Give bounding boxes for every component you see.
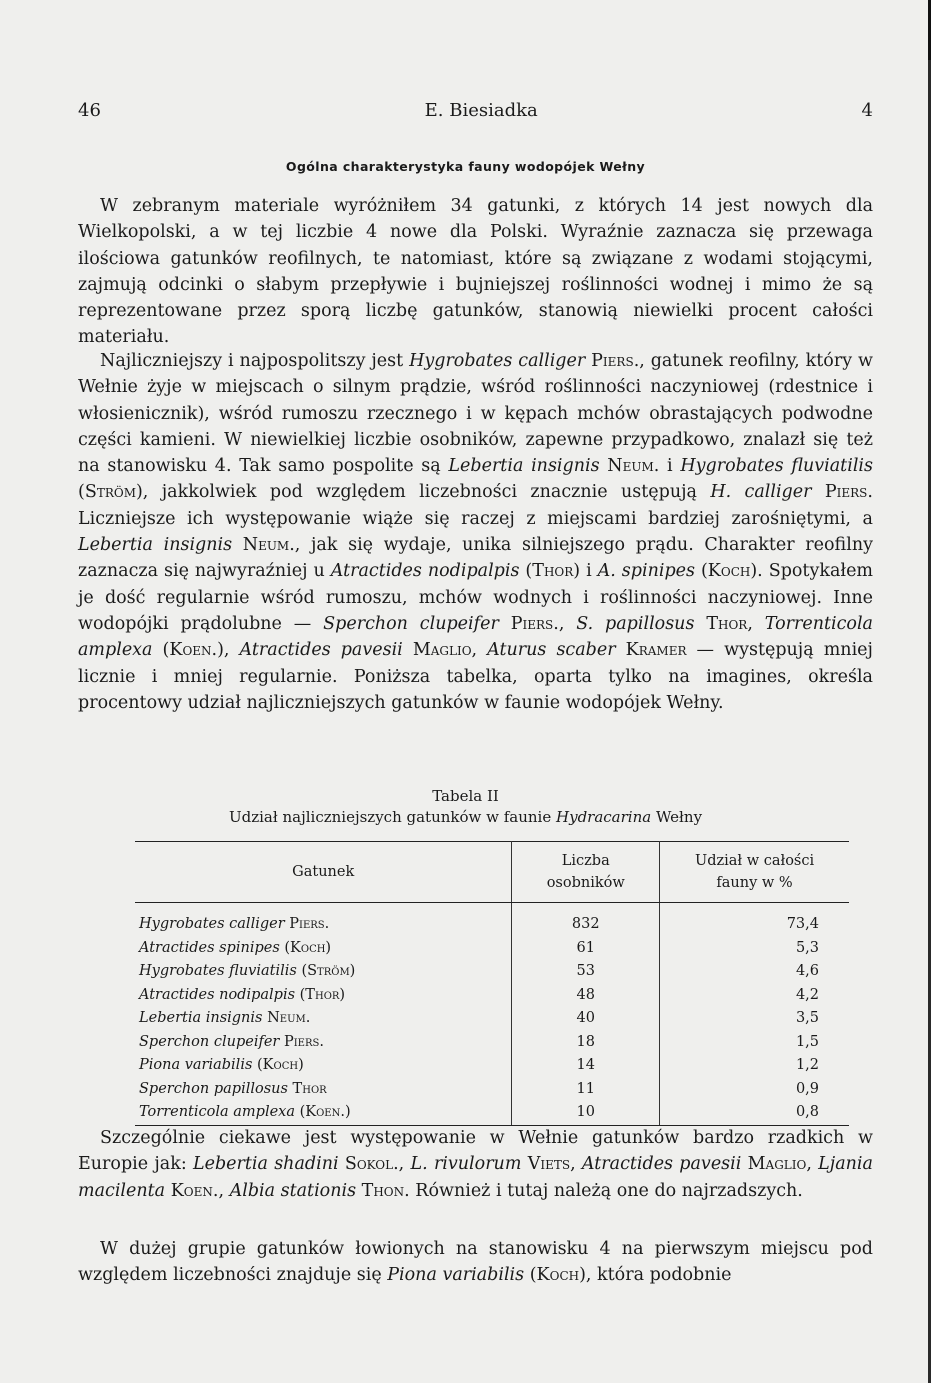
cell-share: 0,8 [660, 1101, 849, 1125]
paragraph-1 [78, 193, 873, 351]
header-count: Liczba osobników [512, 842, 660, 903]
table-row [135, 1054, 849, 1078]
authority: Maglio [747, 1154, 807, 1175]
paragraph-2 [78, 348, 873, 716]
authority: Thor [706, 613, 748, 634]
taxon: Atractides pavesii [581, 1154, 742, 1175]
table-title: Udział najliczniejszych gatunków w faunie Hydracarina Wełny [228, 808, 703, 826]
authority: Piers [510, 613, 554, 634]
paragraph-2-text: Najliczniejszy i najpospolitszy jest Hygrobates calliger Piers., gatunek reofilny, który w Wełnie żyje w miejscach o silnym prądzie, wśród roślinności naczyniowej (rdestnice i włosienicznik), wśród rumoszu rzecznego i w kępach mchów obrastających podwodne części kamieni. W niewielkiej liczbie osobników, zapewne przypadkowo, znalazł się też na stanowisku 4. Tak samo pospolite są Lebertia insignis Neum. i Hygrobates fluviatilis (Ström), jakkolwiek pod względem liczebności znacznie ustępują H. calliger Piers. Liczniejsze ich występowanie wiąże się raczej z miejscami bardziej zarośniętymi, a Lebertia insignis Neum., jak się wydaje, unika silniejszego prądu. Charakter reofilny zaznacza się najwyraźniej u Atractides nodipalpis (Thor) i A. spinipes (Koch). Spotykałem je dość regularnie wśród rumoszu, mchów wodnych i roślinności naczyniowej. Inne wodopójki prądolubne — Sperchon clupeifer Piers., S. papillosus Thor, Torrenticola amplexa (Koen.), Atractides pavesii Maglio, Aturus scaber Kramer — występują mniej licznie i mniej regularnie. Poniższa tabelka, oparta tylko na imagines, określa procentowy udział najliczniejszych gatunków w faunie wodopójek Wełny. [78, 351, 874, 713]
taxon: Lebertia insignis [78, 535, 233, 556]
table-spacer-row [135, 903, 849, 914]
authority: Koen [169, 640, 212, 661]
cell-count: 48 [512, 984, 660, 1008]
cell-species: Atractides nodipalpis (Thor) [135, 984, 512, 1008]
header-share: Udział w całości fauny w % [660, 842, 849, 903]
cell-share: 4,2 [795, 986, 819, 1003]
cell-species: Torrenticola amplexa (Koen.) [135, 1101, 512, 1125]
table-caption [0, 786, 931, 828]
cell-species: Sperchon clupeifer Piers. [135, 1031, 512, 1055]
table-row [135, 937, 849, 961]
taxon: Atractides nodipalpis [330, 561, 520, 582]
running-author: E. Biesiadka [424, 100, 538, 121]
table-row [135, 960, 849, 984]
authority: Thor [532, 561, 574, 582]
cell-share: 4,6 [795, 963, 819, 979]
table-label: Tabela II [432, 787, 499, 805]
taxon: Hygrobates calliger [409, 351, 586, 371]
authority: Kramer [625, 640, 687, 661]
table-row [135, 1101, 849, 1125]
header-species: Gatunek [135, 842, 512, 903]
authority: Koch [707, 561, 751, 582]
authority: Maglio [412, 640, 472, 661]
taxon: Albia stationis [229, 1180, 357, 1201]
cell-share: 0,9 [795, 1080, 819, 1097]
authority: Ström [84, 482, 136, 503]
paragraph-3-text: Szczególnie ciekawe jest występowanie w Wełnie gatunków bardzo rzadkich w Europie jak: Lebertia shadini Sokol., L. rivulorum Viets, Atractides pavesii Maglio, Ljania macilenta Koen., Albia stationis Thon. Również i tutaj należą one do najrzadszych. [78, 1128, 873, 1201]
taxon: Hydracarina [556, 808, 652, 826]
authority: Piers [591, 351, 634, 371]
table-body [135, 903, 849, 1126]
authority: Koen [170, 1180, 213, 1201]
taxon: Ljania macilenta [78, 1154, 873, 1201]
authority: Thon [361, 1180, 405, 1201]
authority: Sokol [344, 1154, 394, 1175]
taxon: Hygrobates fluviatilis [680, 456, 873, 477]
cell-count: 832 [512, 913, 660, 937]
authority: Neum [242, 535, 290, 556]
cell-species: Lebertia insignis Neum. [135, 1007, 512, 1031]
table-row [135, 1031, 849, 1055]
cell-share: 3,5 [795, 1010, 819, 1026]
cell-share: 5,3 [795, 939, 819, 956]
authority: Piers [824, 482, 868, 503]
cell-share: 1,2 [795, 1057, 819, 1073]
taxon: Torrenticola amplexa [78, 613, 873, 661]
section-title: Ogólna charakterystyka fauny wodopójek Wełny [285, 159, 646, 174]
cell-species: Sperchon papillosus Thor [135, 1078, 512, 1102]
taxon: Atractides pavesii [239, 640, 403, 661]
cell-share: 1,5 [795, 1033, 819, 1050]
authority: Viets [527, 1154, 571, 1175]
paragraph-1-text: W zebranym materiale wyróżniłem 34 gatunki, z których 14 jest nowych dla Wielkopolski, a w tej liczbie 4 nowe dla Polski. Wyraźnie zaznacza się przewaga ilościowa gatunków reofilnych, te natomiast, które są związane z wodami stojącymi, zajmują odcinki o słabym przepływie i bujniejszej roślinności wodnej i mimo że są reprezentowane przez sporą liczbę gatunków, stanowią niewielki procent całości materiału. [78, 196, 873, 348]
cell-count: 11 [512, 1078, 660, 1102]
table-row [135, 984, 849, 1008]
paragraph-4-text: W dużej grupie gatunków łowionych na stanowisku 4 na pierwszym miejscu pod względem liczebności znajduje się Piona variabilis (Koch), która podobnie [78, 1239, 873, 1286]
cell-count: 53 [512, 960, 660, 984]
paragraph-3 [78, 1125, 873, 1204]
table-row [135, 1078, 849, 1102]
cell-share: 73,4 [786, 916, 819, 932]
cell-count: 10 [512, 1101, 660, 1125]
page-number: 46 [78, 100, 101, 121]
cell-species: Hygrobates fluviatilis (Ström) [135, 960, 512, 984]
authority: Neum [607, 456, 654, 477]
taxon: H. calliger [710, 482, 812, 503]
cell-count: 14 [512, 1054, 660, 1078]
cell-species: Atractides spinipes (Koch) [135, 937, 512, 961]
taxon: Sperchon clupeifer [323, 613, 499, 634]
cell-count: 40 [512, 1007, 660, 1031]
taxon: A. spinipes [597, 561, 695, 582]
taxon: Lebertia shadini [192, 1154, 339, 1175]
table-row [135, 1007, 849, 1031]
taxon: Piona variabilis [387, 1265, 525, 1286]
taxon: Aturus scaber [487, 640, 616, 661]
taxon: S. papillosus [576, 613, 695, 634]
cell-species: Hygrobates calliger Piers. [135, 913, 512, 937]
paragraph-4 [78, 1236, 873, 1289]
table-header-row [135, 842, 849, 903]
taxon: L. rivulorum [410, 1154, 522, 1175]
taxon: Lebertia insignis [448, 456, 600, 477]
cell-species: Piona variabilis (Koch) [135, 1054, 512, 1078]
species-table [135, 841, 849, 1126]
running-head [78, 100, 873, 121]
authority: Koch [536, 1265, 580, 1286]
cell-count: 18 [512, 1031, 660, 1055]
cell-count: 61 [512, 937, 660, 961]
issue-number: 4 [861, 100, 873, 121]
table-row [135, 913, 849, 937]
